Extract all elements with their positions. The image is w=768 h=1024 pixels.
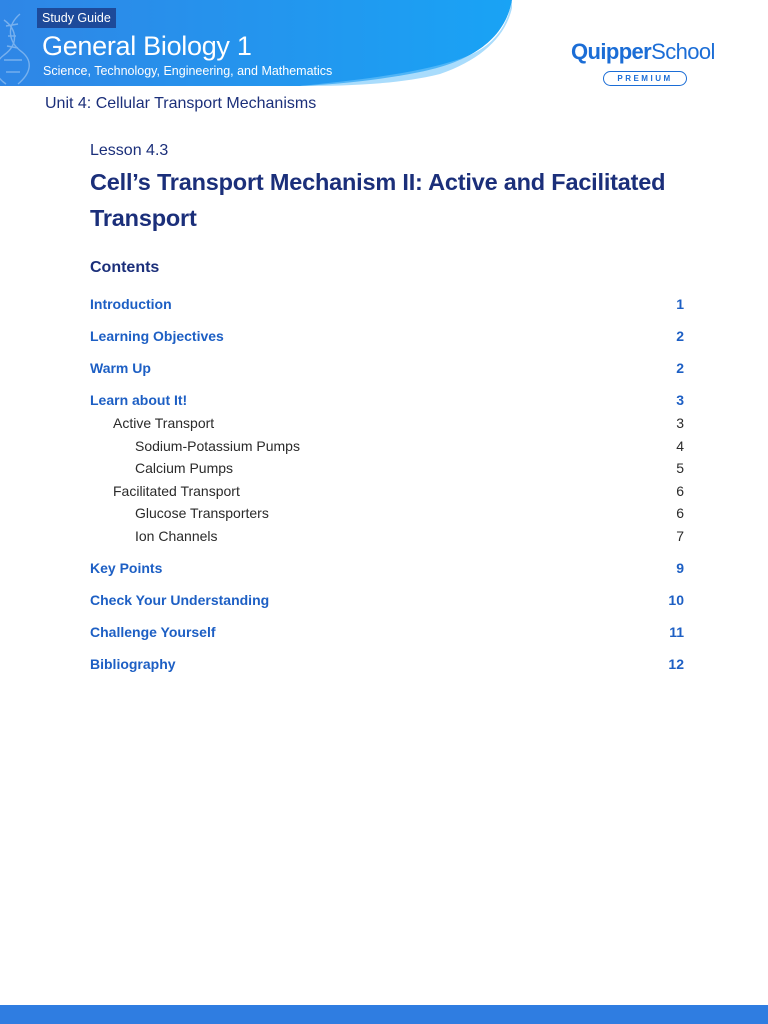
toc-entry[interactable] (90, 558, 684, 578)
contents-heading: Contents (90, 259, 160, 276)
toc-entry[interactable] (90, 326, 684, 346)
study-guide-tag: Study Guide (37, 8, 116, 28)
toc-entry[interactable] (90, 622, 684, 642)
toc-entry-page: 7 (676, 527, 684, 544)
toc-entry[interactable] (90, 390, 684, 410)
toc-entry[interactable] (90, 481, 684, 501)
toc-entry-page: 3 (676, 392, 684, 408)
logo-bold-part: Quipper (571, 39, 652, 64)
toc-entry-label: Key Points (90, 559, 163, 576)
toc-entry-page: 1 (676, 296, 684, 312)
toc-entry-page: 5 (676, 460, 684, 476)
toc-entry-label: Challenge Yourself (90, 623, 216, 640)
footer-bar (0, 1005, 768, 1024)
toc-entry[interactable] (90, 654, 684, 674)
toc-entry[interactable] (90, 413, 684, 433)
toc-entry[interactable] (90, 590, 684, 610)
toc-entry-page: 4 (676, 437, 684, 454)
toc-entry[interactable] (90, 458, 684, 478)
lesson-title: Cell’s Transport Mechanism II: Active and Facilitated Transport (90, 169, 666, 231)
toc-entry-label: Facilitated Transport (113, 482, 240, 499)
course-title: General Biology 1 (42, 31, 252, 61)
toc-entry-label: Active Transport (113, 415, 215, 431)
toc-entry-page: 3 (676, 415, 684, 431)
toc-entry-label: Check Your Understanding (90, 591, 270, 608)
toc-entry-page: 2 (676, 360, 684, 376)
lesson-number: Lesson 4.3 (90, 142, 169, 159)
unit-heading: Unit 4: Cellular Transport Mechanisms (45, 95, 317, 112)
toc-entry-label: Calcium Pumps (135, 460, 234, 476)
toc-entry-label: Learn about It! (90, 392, 188, 408)
toc-entry-page: 6 (676, 505, 684, 521)
toc-entry-page: 9 (676, 559, 684, 576)
toc-entry-label: Glucose Transporters (135, 505, 269, 521)
toc-entry-label: Bibliography (90, 655, 176, 672)
toc-entry[interactable] (90, 526, 684, 546)
toc-entry-label: Learning Objectives (90, 328, 224, 344)
toc-entry-label: Sodium-Potassium Pumps (135, 437, 300, 454)
toc-entry-page: 11 (669, 623, 684, 640)
toc-entry-page: 12 (668, 655, 684, 672)
course-subtitle: Science, Technology, Engineering, and Mathematics (43, 64, 333, 78)
toc-entry-label: Warm Up (90, 360, 151, 376)
toc-entry[interactable] (90, 436, 684, 456)
premium-badge: PREMIUM (603, 71, 687, 86)
toc-entry-page: 10 (668, 591, 684, 608)
toc-entry-label: Introduction (90, 296, 172, 312)
toc-entry[interactable] (90, 503, 684, 523)
toc-entry-page: 2 (676, 328, 684, 344)
toc-entry[interactable] (90, 358, 684, 378)
toc-entry-label: Ion Channels (135, 527, 218, 544)
toc-entry[interactable] (90, 294, 684, 314)
logo-light-part: School (651, 39, 715, 64)
toc-entry-page: 6 (676, 482, 684, 499)
